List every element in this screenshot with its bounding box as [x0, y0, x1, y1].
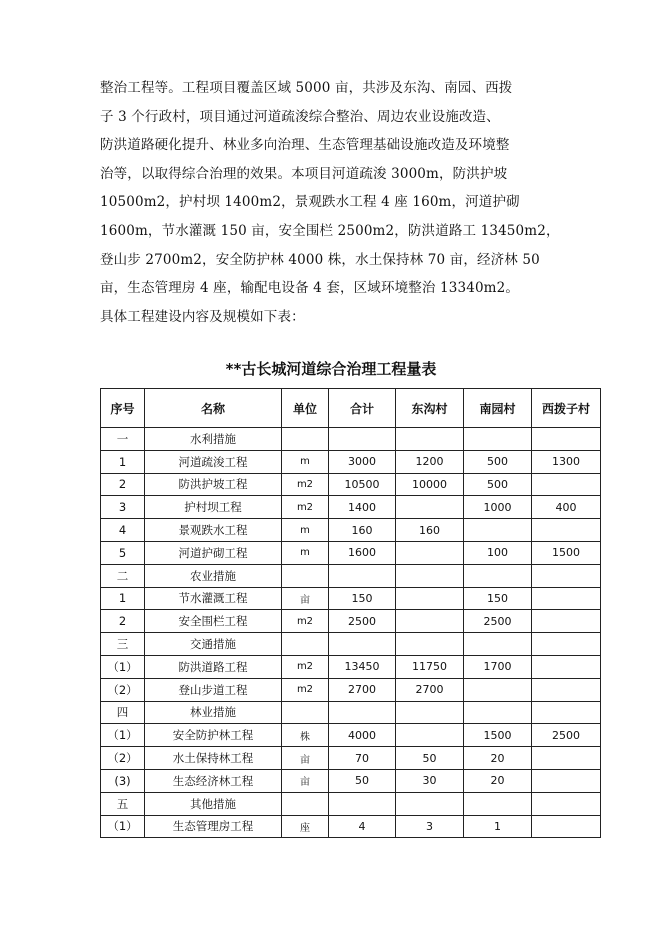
header-cell: 单位: [282, 389, 329, 428]
table-row: [101, 724, 601, 747]
cell-donggou-value: [396, 701, 464, 724]
cell-total: [329, 792, 396, 815]
cell-nanyuan-value: [464, 678, 532, 701]
cell-unit: m2: [282, 678, 329, 701]
table-title: **古长城河道综合治理工程量表: [225, 360, 437, 378]
cell-unit: m: [282, 519, 329, 542]
table-row: [101, 610, 601, 633]
paragraph-line: 治等，以取得综合治理的效果。本项目河道疏浚 3000m，防洪护坡: [100, 165, 508, 182]
cell-row-number: 5: [101, 541, 145, 564]
cell-donggou-value: [396, 724, 464, 747]
cell-row-number: (3): [101, 769, 145, 792]
cell-row-number: 1: [101, 587, 145, 610]
cell-item-name: 交通措施: [145, 633, 282, 656]
cell-item-name: 林业措施: [145, 701, 282, 724]
cell-nanyuan-value: 20: [464, 747, 532, 770]
cell-donggou-value: 10000: [396, 473, 464, 496]
cell-row-number: 2: [101, 610, 145, 633]
cell-unit: m2: [282, 496, 329, 519]
cell-donggou-value: 160: [396, 519, 464, 542]
table-row: [101, 633, 601, 656]
cell-donggou-value: [396, 541, 464, 564]
cell-nanyuan-value: 2500: [464, 610, 532, 633]
cell-nanyuan-value: [464, 792, 532, 815]
cell-unit: 亩: [282, 769, 329, 792]
paragraph-line: 1600m，节水灌溉 150 亩，安全围栏 2500m2，防洪道路工 13450m2，: [100, 222, 560, 239]
cell-xibozi-value: [532, 633, 601, 656]
cell-total: 1400: [329, 496, 396, 519]
cell-nanyuan-value: [464, 701, 532, 724]
header-cell: 东沟村: [396, 389, 464, 428]
cell-unit: [282, 428, 329, 451]
cell-item-name: 登山步道工程: [145, 678, 282, 701]
cell-item-name: 水利措施: [145, 428, 282, 451]
quantity-table: [100, 388, 601, 838]
cell-donggou-value: 1200: [396, 450, 464, 473]
table-row: [101, 496, 601, 519]
header-cell: 合计: [329, 389, 396, 428]
cell-row-number: 3: [101, 496, 145, 519]
paragraph-line: 10500m2，护村坝 1400m2，景观跌水工程 4 座 160m，河道护砌: [100, 194, 520, 211]
cell-nanyuan-value: 500: [464, 450, 532, 473]
cell-total: 1600: [329, 541, 396, 564]
cell-total: 10500: [329, 473, 396, 496]
cell-item-name: 景观跌水工程: [145, 519, 282, 542]
cell-row-number: （1）: [101, 815, 145, 838]
paragraph-line: 整治工程等。工程项目覆盖区域 5000 亩，共涉及东沟、南园、西拨: [100, 80, 513, 96]
cell-donggou-value: [396, 792, 464, 815]
paragraph-line: 防洪道路硬化提升、林业多向治理、生态管理基础设施改造及环境整: [100, 137, 510, 154]
cell-nanyuan-value: 1000: [464, 496, 532, 519]
cell-total: [329, 633, 396, 656]
cell-xibozi-value: [532, 678, 601, 701]
cell-item-name: 防洪道路工程: [145, 655, 282, 678]
cell-donggou-value: [396, 564, 464, 587]
cell-total: 3000: [329, 450, 396, 473]
cell-item-name: 安全防护林工程: [145, 724, 282, 747]
header-cell: 序号: [101, 389, 145, 428]
cell-nanyuan-value: [464, 428, 532, 451]
cell-donggou-value: 50: [396, 747, 464, 770]
cell-xibozi-value: [532, 815, 601, 838]
cell-row-number: 四: [101, 701, 145, 724]
cell-unit: 株: [282, 724, 329, 747]
cell-xibozi-value: [532, 610, 601, 633]
table-row: [101, 792, 601, 815]
intro-paragraph: [100, 74, 570, 331]
cell-row-number: （1）: [101, 655, 145, 678]
table-row: [101, 701, 601, 724]
cell-item-name: 防洪护坡工程: [145, 473, 282, 496]
header-cell: 西拨子村: [532, 389, 601, 428]
cell-nanyuan-value: [464, 564, 532, 587]
cell-nanyuan-value: 1700: [464, 655, 532, 678]
cell-total: [329, 428, 396, 451]
cell-unit: 亩: [282, 587, 329, 610]
table-row: [101, 587, 601, 610]
cell-donggou-value: [396, 428, 464, 451]
cell-row-number: 1: [101, 450, 145, 473]
table-row: [101, 769, 601, 792]
table-row: [101, 428, 601, 451]
cell-xibozi-value: [532, 747, 601, 770]
cell-row-number: 2: [101, 473, 145, 496]
cell-nanyuan-value: 1: [464, 815, 532, 838]
cell-unit: m2: [282, 655, 329, 678]
cell-donggou-value: [396, 587, 464, 610]
cell-total: 2500: [329, 610, 396, 633]
table-row: [101, 564, 601, 587]
cell-unit: 座: [282, 815, 329, 838]
cell-donggou-value: 2700: [396, 678, 464, 701]
table-row: [101, 655, 601, 678]
cell-unit: m: [282, 450, 329, 473]
cell-xibozi-value: 2500: [532, 724, 601, 747]
cell-total: [329, 564, 396, 587]
cell-donggou-value: 30: [396, 769, 464, 792]
cell-row-number: 三: [101, 633, 145, 656]
cell-item-name: 水土保持林工程: [145, 747, 282, 770]
cell-nanyuan-value: 500: [464, 473, 532, 496]
cell-unit: m2: [282, 610, 329, 633]
table-row: [101, 815, 601, 838]
cell-xibozi-value: [532, 428, 601, 451]
cell-xibozi-value: [532, 701, 601, 724]
cell-unit: 亩: [282, 747, 329, 770]
cell-item-name: 农业措施: [145, 564, 282, 587]
cell-item-name: 河道疏浚工程: [145, 450, 282, 473]
cell-unit: m: [282, 541, 329, 564]
cell-xibozi-value: [532, 519, 601, 542]
cell-total: 4: [329, 815, 396, 838]
cell-total: 70: [329, 747, 396, 770]
paragraph-line: 登山步 2700m2，安全防护林 4000 株，水土保持林 70 亩，经济林 50: [100, 251, 540, 268]
paragraph-line: 亩，生态管理房 4 座，输配电设备 4 套，区域环境整治 13340m2。: [100, 280, 520, 297]
cell-row-number: 一: [101, 428, 145, 451]
header-cell: 南园村: [464, 389, 532, 428]
cell-donggou-value: 11750: [396, 655, 464, 678]
cell-total: 4000: [329, 724, 396, 747]
cell-row-number: （1）: [101, 724, 145, 747]
table-row: [101, 541, 601, 564]
table-row: [101, 519, 601, 542]
cell-row-number: 二: [101, 564, 145, 587]
cell-item-name: 生态管理房工程: [145, 815, 282, 838]
cell-total: 50: [329, 769, 396, 792]
table-row: [101, 450, 601, 473]
cell-xibozi-value: 1300: [532, 450, 601, 473]
cell-xibozi-value: [532, 587, 601, 610]
cell-unit: [282, 564, 329, 587]
cell-total: 160: [329, 519, 396, 542]
cell-donggou-value: [396, 633, 464, 656]
cell-total: 13450: [329, 655, 396, 678]
paragraph-line: 子 3 个行政村，项目通过河道疏浚综合整治、周边农业设施改造、: [100, 108, 500, 125]
cell-nanyuan-value: [464, 519, 532, 542]
cell-unit: m2: [282, 473, 329, 496]
cell-total: 2700: [329, 678, 396, 701]
cell-donggou-value: [396, 610, 464, 633]
table-row: [101, 473, 601, 496]
cell-xibozi-value: [532, 655, 601, 678]
cell-item-name: 其他措施: [145, 792, 282, 815]
cell-total: 150: [329, 587, 396, 610]
table-header-row: [101, 389, 601, 428]
cell-row-number: 4: [101, 519, 145, 542]
cell-xibozi-value: [532, 792, 601, 815]
cell-xibozi-value: [532, 564, 601, 587]
cell-xibozi-value: 1500: [532, 541, 601, 564]
cell-item-name: 生态经济林工程: [145, 769, 282, 792]
cell-donggou-value: [396, 496, 464, 519]
cell-row-number: 五: [101, 792, 145, 815]
cell-nanyuan-value: 20: [464, 769, 532, 792]
cell-xibozi-value: 400: [532, 496, 601, 519]
cell-item-name: 节水灌溉工程: [145, 587, 282, 610]
cell-unit: [282, 633, 329, 656]
cell-row-number: （2）: [101, 747, 145, 770]
paragraph-line: 具体工程建设内容及规模如下表：: [100, 308, 305, 325]
cell-unit: [282, 792, 329, 815]
header-cell: 名称: [145, 389, 282, 428]
cell-nanyuan-value: [464, 633, 532, 656]
cell-unit: [282, 701, 329, 724]
table-row: [101, 678, 601, 701]
table-row: [101, 747, 601, 770]
cell-donggou-value: 3: [396, 815, 464, 838]
cell-nanyuan-value: 150: [464, 587, 532, 610]
cell-item-name: 安全围栏工程: [145, 610, 282, 633]
cell-row-number: （2）: [101, 678, 145, 701]
table-body: [101, 428, 601, 838]
cell-nanyuan-value: 100: [464, 541, 532, 564]
cell-xibozi-value: [532, 473, 601, 496]
cell-item-name: 河道护砌工程: [145, 541, 282, 564]
cell-nanyuan-value: 1500: [464, 724, 532, 747]
cell-item-name: 护村坝工程: [145, 496, 282, 519]
cell-xibozi-value: [532, 769, 601, 792]
cell-total: [329, 701, 396, 724]
